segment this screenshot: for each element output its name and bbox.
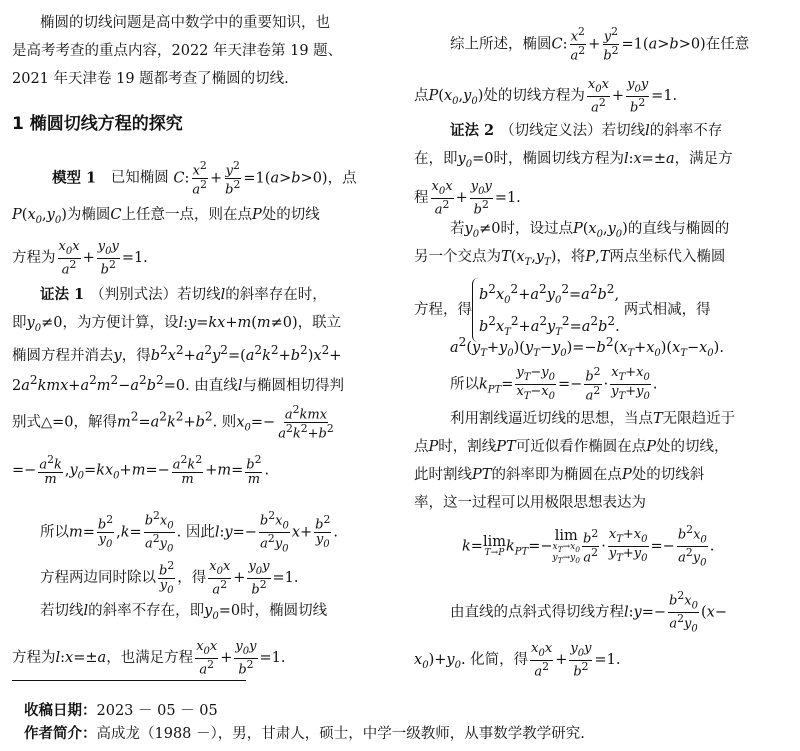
proof-2-line-3: 程 $\frac{x_0x}{a^2}$ + $\frac{y_0y}{b^2}$ =1.	[414, 179, 521, 217]
proof-1-line-6: =− $\frac{a^2k}{m}$ $,y_0=kx_0+m=-$ $\frac{a^2k^2}{m}$ +m= $\frac{b^2}{m}$ .	[12, 453, 270, 487]
intro-line-3: 2021 年天津卷 19 题都考查了椭圆的切线.	[12, 71, 289, 87]
proof-2-line-4: 若$y_0\ne 0$时，设过点$P(x_0,y_0)$的直线与椭圆的	[450, 221, 730, 240]
proof-2-line-5: 另一个交点为$T(x_T,y_T)$，将P,T两点坐标代入椭圆	[414, 249, 726, 268]
point-slope-line: 由直线的点斜式得切线方程l:y=− $\frac{b^2x_0}{a^2y_0}$ (x−	[450, 589, 727, 635]
no-slope-line-1: 若切线l的斜率不存在，即$y_0=0$时，椭圆切线	[40, 603, 328, 622]
proof-2-system: 方程，得 $b^2x_0^2+a^2y_0^2=a^2b^2$, $b^2x_T^2+a^2y_T^2=a^2b^2$. 两式相减，得	[414, 278, 711, 342]
model-1-line-3: 方程为 $\frac{x_0x}{a^2}$ + $\frac{y_0y}{b^2}$ =1.	[12, 239, 148, 277]
intro-line-2: 是高考考查的重点内容，2022 年天津卷第 19 题、	[12, 43, 343, 59]
secant-line-4: 率，这一过程可以用极限思想表达为	[414, 495, 646, 511]
proof-1-line-4: $2a^2kmx+a^2m^2-a^2b^2=0$. 由直线l与椭圆相切得判	[12, 373, 344, 394]
proof-2-line-2: 在，即$y_0=0$时，椭圆切线方程为l:x=±a，满足方	[414, 151, 733, 170]
model-1-line-1: 模型 1 已知椭圆 C: $\frac{x^2}{a^2}$ + $\frac{y^2}{b^2}$ =1(a>b>0)，点	[52, 159, 357, 198]
proof-1-line-2: 即$y_0\ne 0$，为方便计算，设l:y=kx+m(m≠0)，联立	[12, 315, 342, 334]
secant-line-1: 利用割线逼近切线的思想，当点T无限趋近于	[450, 411, 736, 427]
section-title: 1 椭圆切线方程的探究	[12, 114, 183, 134]
summary-line-1: 综上所述，椭圆C: $\frac{x^2}{a^2}$ + $\frac{y^2}{b^2}$ =1(a>b>0)在任意	[450, 25, 750, 64]
secant-line-3: 此时割线PT的斜率即为椭圆在点P处的切线斜	[414, 467, 705, 483]
no-slope-line-2: 方程为l:x=±a，也满足方程 $\frac{x_0x}{a^2}$ + $\frac{y_0y}{b^2}$ =1.	[12, 639, 286, 677]
difference-line: $a^2(y_T+y_0)(y_T-y_0)=-b^2(x_T+x_0)(x_T-x_0)$.	[450, 335, 724, 359]
received-date: 收稿日期：2023 － 05 － 05	[24, 702, 218, 719]
summary-line-2: 点$P(x_0,y_0)$处的切线方程为 $\frac{x_0x}{a^2}$ + $\frac{y_0y}{b^2}$ =1.	[414, 77, 678, 115]
limit-equation: k= lim T→P $k_{PT}=-$ lim $x_T\to x_0$ $y_T\to y_0$ $\frac{b^2}{a^2}$ · $\frac{x_T+x_0}{y_T+y_0}$ =− $\frac{b^2x_0}{a^2y_0}$ .	[462, 523, 715, 569]
proof-1-line-3: 椭圆方程并消去y，得$b^2x^2+a^2y^2=(a^2k^2+b^2)x^2+$	[12, 343, 342, 364]
divide-line: 方程两边同时除以 $\frac{b^2}{y_0}$ ，得 $\frac{x_0x}{a^2}$ + $\frac{y_0y}{b^2}$ =1.	[40, 559, 299, 597]
proof-1-line-5: 别式△=0，解得$m^2=a^2k^2+b^2$. 则$x_0=-$ $\frac{a^2kmx}{a^2k^2+b^2}$	[12, 403, 334, 442]
simplify-line: $x_0)+y_0$. 化简，得 $\frac{x_0x}{a^2}$ + $\frac{y_0y}{b^2}$ =1.	[414, 641, 621, 679]
proof-2-line-1: 证法 2 （切线定义法）若切线l的斜率不存	[450, 122, 723, 139]
model-label: 模型 1	[52, 169, 97, 187]
model-1-line-2: $P(x_0,y_0)$为椭圆C上任意一点，则在点P处的切线	[12, 207, 320, 226]
so-k-line: 所以$k_{PT}=$ $\frac{y_T-y_0}{x_T-x_0}$ =− $\frac{b^2}{a^2}$ · $\frac{x_T+x_0}{y_T+y_0}$ .	[450, 365, 658, 404]
intro-line-1: 椭圆的切线问题是高中数学中的重要知识，也	[40, 15, 330, 31]
author-bio: 作者简介：高成龙（1988 －），男，甘肃人，硕士，中学一级教师，从事数学教学研究.	[24, 725, 585, 742]
secant-line-2: 点P时，割线PT可近似看作椭圆在点P处的切线，	[414, 439, 729, 455]
footnote-divider	[12, 680, 246, 681]
proof-1-line-1: 证法 1 （判别式法）若切线l的斜率存在时，	[40, 286, 327, 303]
so-m-line: 所以m= $\frac{b^2}{y_0}$ ,k= $\frac{b^2x_0}{a^2y_0}$ . 因此l:y=− $\frac{b^2x_0}{a^2y_0}$ x+ $\frac{b^2}{y_0}$ .	[40, 509, 338, 555]
